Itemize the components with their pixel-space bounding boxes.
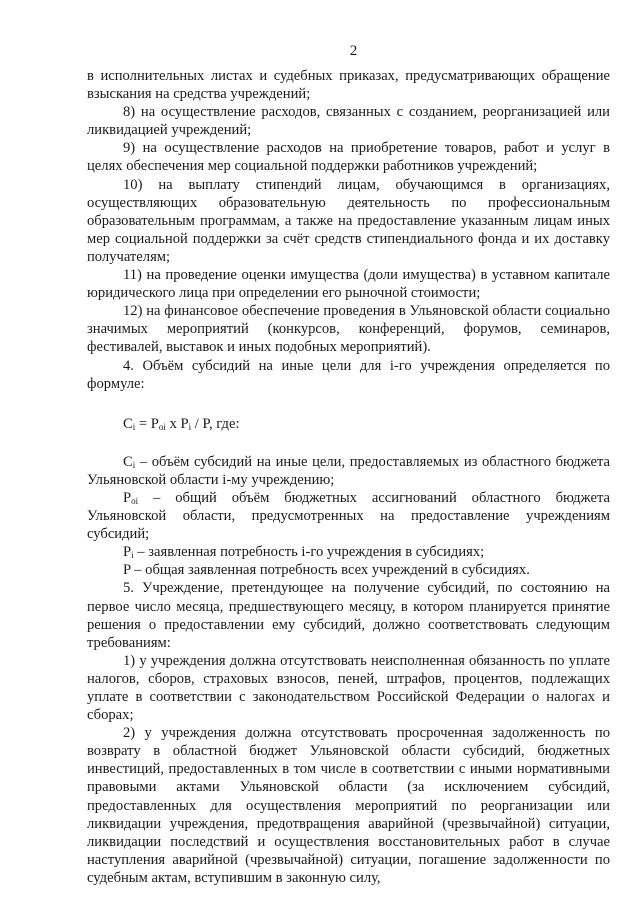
requirement-1: 1) у учреждения должна отсутствовать неисполненная обязанность по уплате налогов, сборов, страховых взносов, пеней, штрафов, процентов, подлежащих уплате в соответствии с законодательством Российской Федерации о налогах и сборах; (87, 652, 610, 724)
formula-c: C (123, 415, 133, 432)
definition-poi-text: – общий объём бюджетных ассигнований областного бюджета Ульяновской области, предусмотренных на предоставление учреждениям субсидий; (87, 489, 610, 543)
definition-poi (87, 489, 610, 543)
page-number: 2 (349, 43, 358, 59)
formula-eq: = P (135, 415, 159, 432)
list-item-12: 12) на финансовое обеспечение проведения в Ульяновской области социально значимых мероприятий (конкурсов, конференций, форумов, семинаров, фестивалей, выставок и иных подобных мероприятий). (87, 303, 610, 356)
definition-ci-symbol: C (123, 453, 133, 470)
paragraph-5: 5. Учреждение, претендующее на получение субсидий, по состоянию на первое число месяца, предшествующего месяцу, в котором планируется принятие решения о предоставлении ему субсидий, должно соответствовать следующим требованиям: (87, 580, 610, 651)
list-item-10: 10) на выплату стипендий лицам, обучающимся в организациях, осуществляющих образовательную деятельность по профессиональным образовательным программам, а также на предоставление указанным лицам иных мер социальной поддержки за счёт средств стипендиального фонда и их доставку получателям; (87, 176, 610, 265)
formula-pi-sub: i (188, 421, 192, 432)
requirement-2: 2) у учреждения должна отсутствовать просроченная задолженность по возврату в областной бюджет Ульяновской области субсидий, бюджетных инвестиций, предоставленных в том числе в соответствии с иными нормативными правовыми актами Ульяновской области (за исключением субсидий, предоставленных для осуществления мероприятий по реорганизации или ликвидации учреждения, предотвращения аварийной (чрезвычайной) ситуации, ликвидации последствий и осуществления восстановительных работ в случае наступления аварийной (чрезвычайной) ситуации, погашение задолженности по судебным актам, вступившим в законную силу, (87, 725, 610, 886)
definition-ci (87, 453, 610, 489)
definition-pi (87, 543, 610, 561)
list-item-11: 11) на проведение оценки имущества (доли имущества) в уставном капитале юридического лица при определении его рыночной стоимости; (87, 267, 610, 302)
definition-poi-sub: oi (131, 495, 139, 506)
definition-pi-symbol: P (123, 544, 132, 561)
list-item-8: 8) на осуществление расходов, связанных с созданием, реорганизацией или ликвидацией учреждений; (87, 104, 610, 139)
paragraph-4: 4. Объём субсидий на иные цели для i-го учреждения определяется по формуле: (87, 357, 610, 392)
definition-poi-symbol: P (123, 489, 132, 506)
paragraph-continued: в исполнительных листах и судебных приказах, предусматривающих обращение взыскания на средства учреждений; (87, 68, 610, 103)
formula-tail: / P, где: (191, 415, 240, 432)
definition-p: P – общая заявленная потребность всех учреждений в субсидиях. (123, 562, 530, 579)
definition-pi-text: – заявленная потребность i-го учреждения в субсидиях; (133, 544, 485, 561)
definition-pi-sub: i (131, 550, 134, 561)
formula-c-sub: i (132, 421, 136, 432)
list-item-9: 9) на осуществление расходов на приобретение товаров, работ и услуг в целях обеспечения мер социальной поддержки работников учреждений; (87, 140, 610, 175)
formula-poi-sub: oi (158, 421, 166, 432)
formula-x: x P (165, 415, 189, 432)
subsidy-formula (87, 415, 610, 433)
definition-ci-text: – объём субсидий на иные цели, предоставляемых из областного бюджета Ульяновской области i-му учреждению; (87, 453, 610, 488)
definition-ci-sub: i (132, 459, 136, 470)
